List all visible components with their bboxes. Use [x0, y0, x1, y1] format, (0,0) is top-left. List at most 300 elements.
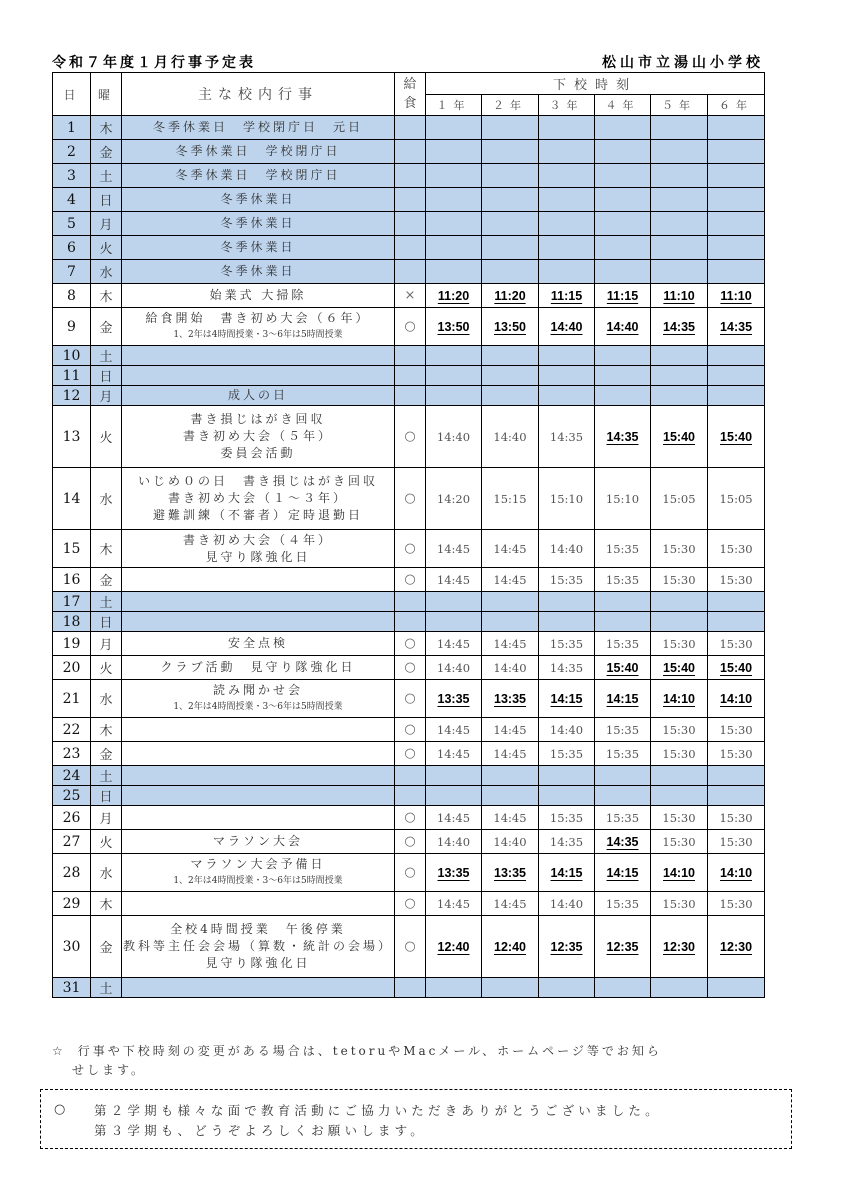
dismissal-time-cell	[651, 854, 708, 892]
dismissal-time: 15:30	[662, 541, 696, 556]
dismissal-time-cell	[482, 386, 539, 406]
footnote-line-1: 行事や下校時刻の変更がある場合は、tetoruやMacメール、ホームページ等でお知ら	[77, 1044, 662, 1058]
event-line: 給食開始 書き初め大会（６年）	[145, 310, 371, 325]
dismissal-time-cell	[426, 612, 482, 632]
dismissal-time: 14:15	[606, 865, 639, 880]
dismissal-time-cell	[708, 978, 765, 998]
dismissal-time-cell	[595, 786, 651, 806]
events-cell	[122, 830, 395, 854]
event-line: 冬季休業日	[220, 264, 296, 278]
dismissal-time-cell	[482, 916, 539, 978]
dismissal-time-cell	[651, 468, 708, 530]
dismissal-time-cell	[482, 236, 539, 260]
dismissal-time-cell	[595, 212, 651, 236]
table-row	[53, 260, 765, 284]
dismissal-time: 15:40	[720, 660, 753, 675]
dismissal-time: 15:30	[719, 834, 753, 849]
dismissal-time: 15:30	[719, 572, 753, 587]
events-cell	[122, 718, 395, 742]
dismissal-time-cell	[426, 188, 482, 212]
dismissal-time-cell	[539, 892, 595, 916]
dismissal-time-cell	[482, 680, 539, 718]
dismissal-time: 14:40	[493, 660, 527, 675]
dismissal-time: 11:15	[606, 288, 639, 303]
table-row	[53, 164, 765, 188]
document-title: 令和７年度１月行事予定表	[52, 55, 256, 71]
table-row	[53, 140, 765, 164]
event-line: 冬季休業日	[220, 192, 296, 206]
dismissal-time: 14:40	[549, 722, 584, 737]
dismissal-time: 14:45	[436, 896, 471, 911]
dismissal-time-cell	[651, 530, 708, 568]
table-row	[53, 766, 765, 786]
dismissal-time: 14:35	[606, 429, 639, 444]
weekday-cell: 木	[91, 892, 122, 916]
dismissal-time-cell	[539, 212, 595, 236]
table-row	[53, 612, 765, 632]
dismissal-time: 14:45	[493, 722, 527, 737]
dismissal-time-cell	[426, 140, 482, 164]
dismissal-time: 15:10	[605, 491, 640, 506]
table-row	[53, 978, 765, 998]
table-row	[53, 468, 765, 530]
dismissal-time-cell	[426, 806, 482, 830]
events-cell	[122, 140, 395, 164]
dismissal-time-cell	[426, 346, 482, 366]
dismissal-time-cell	[539, 308, 595, 346]
event-line: 書き初め大会（５年）	[182, 429, 333, 443]
day-cell: 19	[53, 632, 91, 656]
weekday-cell: 土	[91, 592, 122, 612]
lunch-cell: ×	[395, 284, 426, 308]
lunch-cell: ○	[395, 892, 426, 916]
day-cell: 31	[53, 978, 91, 998]
table-row	[53, 284, 765, 308]
dismissal-time-cell	[482, 308, 539, 346]
event-line: クラブ活動 見守り隊強化日	[160, 660, 356, 674]
dismissal-time-cell	[595, 680, 651, 718]
event-line: いじめ０の日 書き損じはがき回収	[137, 474, 378, 488]
dismissal-time-cell	[426, 468, 482, 530]
dismissal-time-cell	[482, 284, 539, 308]
events-cell	[122, 978, 395, 998]
dismissal-time: 15:15	[493, 491, 527, 506]
dismissal-time-cell	[482, 530, 539, 568]
event-line: 冬季休業日 学校閉庁日	[175, 144, 341, 158]
dismissal-time: 15:40	[663, 429, 695, 444]
day-cell: 1	[53, 116, 91, 140]
day-cell: 22	[53, 718, 91, 742]
dismissal-time-cell	[426, 568, 482, 592]
dismissal-time: 15:30	[719, 636, 753, 651]
events-cell	[122, 346, 395, 366]
events-cell	[122, 386, 395, 406]
event-line: マラソン大会	[212, 834, 303, 848]
dismissal-time: 15:30	[719, 810, 753, 825]
dismissal-time-cell	[708, 406, 765, 468]
day-cell: 3	[53, 164, 91, 188]
dismissal-time-cell	[595, 978, 651, 998]
dismissal-time-cell	[651, 978, 708, 998]
lunch-cell: ○	[395, 742, 426, 766]
dismissal-time-cell	[595, 530, 651, 568]
dismissal-time: 14:35	[549, 834, 584, 849]
dismissal-time-cell	[426, 236, 482, 260]
lunch-cell	[395, 612, 426, 632]
dismissal-time-cell	[651, 892, 708, 916]
message-line-1: 第２学期も様々な面で教育活動にご協力いただきありがとうございました。	[94, 1103, 662, 1118]
dismissal-time-cell	[539, 806, 595, 830]
lunch-cell: ○	[395, 854, 426, 892]
dismissal-time-cell	[708, 468, 765, 530]
table-row	[53, 308, 765, 346]
dismissal-time-cell	[708, 766, 765, 786]
weekday-cell: 日	[91, 612, 122, 632]
dismissal-time: 15:35	[605, 541, 640, 556]
dismissal-time-cell	[539, 916, 595, 978]
dismissal-time-cell	[482, 806, 539, 830]
dismissal-time-cell	[595, 366, 651, 386]
dismissal-time-cell	[651, 386, 708, 406]
dismissal-time-cell	[595, 236, 651, 260]
table-row	[53, 346, 765, 366]
header-grade: ３年	[539, 95, 595, 116]
dismissal-time: 11:20	[437, 288, 470, 303]
dismissal-time-cell	[426, 680, 482, 718]
dismissal-time-cell	[426, 284, 482, 308]
dismissal-time-cell	[482, 260, 539, 284]
table-row	[53, 786, 765, 806]
day-cell: 25	[53, 786, 91, 806]
table-row	[53, 742, 765, 766]
dismissal-time-cell	[539, 530, 595, 568]
weekday-cell: 火	[91, 656, 122, 680]
weekday-cell: 金	[91, 742, 122, 766]
lunch-cell	[395, 188, 426, 212]
dismissal-time: 15:40	[720, 429, 753, 444]
table-row	[53, 530, 765, 568]
dismissal-time-cell	[708, 830, 765, 854]
lunch-cell	[395, 236, 426, 260]
dismissal-time-cell	[539, 656, 595, 680]
dismissal-time-cell	[482, 568, 539, 592]
dismissal-time-cell	[539, 830, 595, 854]
dismissal-time-cell	[539, 164, 595, 188]
weekday-cell: 月	[91, 632, 122, 656]
dismissal-time: 14:10	[720, 865, 753, 880]
dismissal-time: 11:10	[663, 288, 695, 303]
dismissal-time: 13:35	[437, 865, 470, 880]
dismissal-time-cell	[595, 854, 651, 892]
dismissal-time-cell	[482, 212, 539, 236]
dismissal-time-cell	[595, 830, 651, 854]
weekday-cell: 金	[91, 140, 122, 164]
school-name: 松山市立湯山小学校	[602, 55, 764, 71]
dismissal-time: 12:35	[606, 939, 639, 954]
dismissal-time-cell	[426, 164, 482, 188]
dismissal-time: 15:30	[662, 722, 696, 737]
dismissal-time-cell	[482, 766, 539, 786]
dismissal-time: 14:10	[663, 865, 695, 880]
table-row	[53, 406, 765, 468]
star-icon: ☆	[52, 1044, 66, 1058]
dismissal-time: 15:35	[605, 636, 640, 651]
lunch-cell	[395, 116, 426, 140]
dismissal-time: 14:35	[663, 319, 695, 334]
dismissal-time-cell	[651, 366, 708, 386]
dismissal-time: 14:10	[663, 691, 695, 706]
dismissal-time-cell	[595, 742, 651, 766]
event-line: マラソン大会予備日	[190, 856, 326, 871]
dismissal-time-cell	[482, 742, 539, 766]
dismissal-time: 14:45	[436, 810, 471, 825]
event-line: 書き初め大会（１～３年）	[167, 491, 348, 505]
day-cell: 12	[53, 386, 91, 406]
lunch-cell: ○	[395, 468, 426, 530]
dismissal-time-cell	[482, 830, 539, 854]
dismissal-time: 14:45	[436, 746, 471, 761]
dismissal-time: 11:20	[494, 288, 526, 303]
dismissal-time-cell	[651, 284, 708, 308]
dismissal-time-cell	[708, 786, 765, 806]
dismissal-time-cell	[595, 568, 651, 592]
dismissal-time: 15:35	[605, 896, 640, 911]
dismissal-time: 14:45	[493, 541, 527, 556]
events-cell	[122, 766, 395, 786]
dismissal-time-cell	[595, 718, 651, 742]
lunch-cell	[395, 592, 426, 612]
dismissal-time-cell	[708, 116, 765, 140]
dismissal-time-cell	[482, 892, 539, 916]
day-cell: 16	[53, 568, 91, 592]
dismissal-time-cell	[595, 116, 651, 140]
weekday-cell: 水	[91, 854, 122, 892]
lunch-cell	[395, 164, 426, 188]
dismissal-time-cell	[595, 766, 651, 786]
events-cell	[122, 786, 395, 806]
dismissal-time: 14:45	[493, 810, 527, 825]
dismissal-time: 15:30	[719, 722, 753, 737]
event-line: 見守り隊強化日	[205, 956, 311, 970]
dismissal-time-cell	[482, 854, 539, 892]
dismissal-time: 14:45	[436, 722, 471, 737]
lunch-cell: ○	[395, 406, 426, 468]
day-cell: 6	[53, 236, 91, 260]
header-grade: ６年	[708, 95, 765, 116]
header-dismissal: 下校時刻	[426, 73, 765, 95]
lunch-cell: ○	[395, 568, 426, 592]
weekday-cell: 月	[91, 212, 122, 236]
weekday-cell: 水	[91, 680, 122, 718]
dismissal-time-cell	[708, 260, 765, 284]
dismissal-time-cell	[539, 592, 595, 612]
weekday-cell: 月	[91, 386, 122, 406]
dismissal-time-cell	[539, 468, 595, 530]
dismissal-time-cell	[482, 718, 539, 742]
day-cell: 11	[53, 366, 91, 386]
event-line: 冬季休業日	[220, 216, 296, 230]
dismissal-time-cell	[426, 978, 482, 998]
events-cell	[122, 116, 395, 140]
dismissal-time: 15:30	[662, 896, 696, 911]
header-grade: １年	[426, 95, 482, 116]
dismissal-time-cell	[651, 116, 708, 140]
dismissal-time: 11:15	[550, 288, 583, 303]
message-line-2: 第３学期も、どうぞよろしくお願いします。	[94, 1123, 428, 1138]
table-row	[53, 568, 765, 592]
dismissal-time-cell	[426, 916, 482, 978]
dismissal-time: 14:40	[493, 834, 527, 849]
dismissal-time-cell	[482, 632, 539, 656]
weekday-cell: 火	[91, 406, 122, 468]
dismissal-time-cell	[708, 212, 765, 236]
weekday-cell: 土	[91, 978, 122, 998]
day-cell: 8	[53, 284, 91, 308]
dismissal-time-cell	[651, 346, 708, 366]
dismissal-time-cell	[651, 656, 708, 680]
dismissal-time: 15:10	[549, 491, 584, 506]
dismissal-time: 12:40	[437, 939, 470, 954]
lunch-cell: ○	[395, 632, 426, 656]
table-row	[53, 916, 765, 978]
title-row	[52, 52, 764, 74]
lunch-cell	[395, 366, 426, 386]
dismissal-time-cell	[595, 592, 651, 612]
dismissal-time-cell	[708, 592, 765, 612]
dismissal-time-cell	[426, 366, 482, 386]
dismissal-time: 14:40	[436, 660, 471, 675]
dismissal-time: 14:40	[606, 319, 639, 334]
dismissal-time-cell	[651, 140, 708, 164]
dismissal-time: 15:05	[662, 491, 696, 506]
day-cell: 10	[53, 346, 91, 366]
dismissal-time-cell	[482, 188, 539, 212]
dismissal-time-cell	[651, 766, 708, 786]
weekday-cell: 金	[91, 308, 122, 346]
table-row	[53, 892, 765, 916]
events-cell	[122, 680, 395, 718]
table-row	[53, 366, 765, 386]
event-line: 成人の日	[227, 388, 288, 402]
dismissal-time-cell	[539, 854, 595, 892]
dismissal-time-cell	[482, 612, 539, 632]
events-cell	[122, 308, 395, 346]
dismissal-time-cell	[426, 260, 482, 284]
day-cell: 2	[53, 140, 91, 164]
dismissal-time-cell	[539, 140, 595, 164]
dismissal-time-cell	[482, 592, 539, 612]
dismissal-time: 15:40	[606, 660, 639, 675]
lunch-cell	[395, 786, 426, 806]
dismissal-time-cell	[595, 386, 651, 406]
dismissal-time-cell	[651, 592, 708, 612]
dismissal-time-cell	[595, 308, 651, 346]
dismissal-time-cell	[482, 164, 539, 188]
dismissal-time-cell	[482, 366, 539, 386]
dismissal-time: 15:30	[662, 636, 696, 651]
dismissal-time-cell	[651, 742, 708, 766]
dismissal-time-cell	[539, 236, 595, 260]
table-row	[53, 854, 765, 892]
dismissal-time-cell	[595, 612, 651, 632]
dismissal-time-cell	[651, 830, 708, 854]
weekday-cell: 月	[91, 806, 122, 830]
day-cell: 28	[53, 854, 91, 892]
dismissal-time: 15:35	[605, 572, 640, 587]
dismissal-time-cell	[708, 346, 765, 366]
dismissal-time-cell	[539, 284, 595, 308]
events-cell	[122, 530, 395, 568]
dismissal-time-cell	[651, 212, 708, 236]
event-note: 1、2年は4時間授業・3～6年は5時間授業	[173, 875, 343, 886]
dismissal-time: 15:30	[719, 746, 753, 761]
dismissal-time-cell	[651, 236, 708, 260]
dismissal-time-cell	[595, 284, 651, 308]
lunch-cell: ○	[395, 806, 426, 830]
dismissal-time-cell	[651, 612, 708, 632]
weekday-cell: 水	[91, 260, 122, 284]
dismissal-time-cell	[651, 916, 708, 978]
dismissal-time: 13:50	[437, 319, 470, 334]
lunch-cell	[395, 212, 426, 236]
dismissal-time-cell	[539, 346, 595, 366]
dismissal-time-cell	[539, 766, 595, 786]
dismissal-time: 15:35	[549, 810, 584, 825]
footnote	[52, 1042, 772, 1080]
dismissal-time-cell	[595, 140, 651, 164]
dismissal-time-cell	[426, 308, 482, 346]
event-line: 委員会活動	[220, 446, 296, 460]
events-cell	[122, 592, 395, 612]
dismissal-time-cell	[539, 612, 595, 632]
event-line: 冬季休業日	[220, 240, 296, 254]
dismissal-time-cell	[482, 978, 539, 998]
events-cell	[122, 236, 395, 260]
weekday-cell: 木	[91, 530, 122, 568]
dismissal-time-cell	[651, 406, 708, 468]
events-cell	[122, 806, 395, 830]
dismissal-time-cell	[595, 916, 651, 978]
day-cell: 7	[53, 260, 91, 284]
dismissal-time-cell	[426, 386, 482, 406]
dismissal-time: 15:35	[605, 722, 640, 737]
dismissal-time-cell	[595, 260, 651, 284]
table-row	[53, 806, 765, 830]
dismissal-time-cell	[651, 308, 708, 346]
table-row	[53, 680, 765, 718]
lunch-cell	[395, 260, 426, 284]
day-cell: 20	[53, 656, 91, 680]
dismissal-time: 14:20	[436, 491, 471, 506]
events-cell	[122, 212, 395, 236]
day-cell: 9	[53, 308, 91, 346]
dismissal-time-cell	[539, 386, 595, 406]
dismissal-time: 11:10	[720, 288, 752, 303]
dismissal-time: 15:05	[719, 491, 753, 506]
dismissal-time-cell	[426, 116, 482, 140]
dismissal-time-cell	[482, 786, 539, 806]
weekday-cell: 金	[91, 568, 122, 592]
weekday-cell: 土	[91, 164, 122, 188]
events-cell	[122, 468, 395, 530]
lunch-cell	[395, 978, 426, 998]
event-line: 見守り隊強化日	[205, 549, 311, 564]
dismissal-time-cell	[708, 916, 765, 978]
dismissal-time-cell	[426, 718, 482, 742]
dismissal-time: 14:40	[549, 896, 584, 911]
day-cell: 29	[53, 892, 91, 916]
header-dow: 曜	[91, 73, 122, 116]
